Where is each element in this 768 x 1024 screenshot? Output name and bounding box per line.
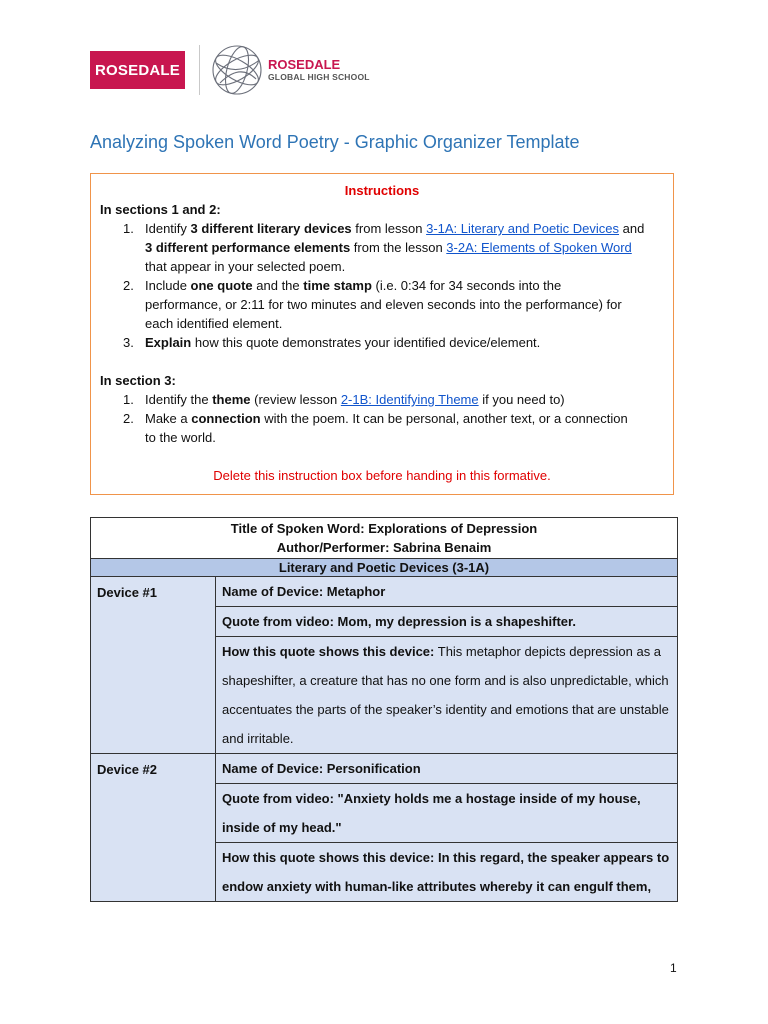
lesson-link-3-2a[interactable]: 3-2A: Elements of Spoken Word — [446, 240, 632, 255]
bold-text: 3 different literary devices — [190, 221, 352, 236]
text: performance, or 2:11 for two minutes and eleven seconds into the performance) for — [145, 297, 622, 312]
section3-heading: In section 3: — [100, 373, 176, 388]
page-number: 1 — [670, 961, 677, 975]
instruction-box — [90, 173, 674, 495]
rosedale-logo: ROSEDALE — [90, 51, 185, 89]
text: that appear in your selected poem. — [145, 259, 346, 274]
text: from the lesson — [350, 240, 447, 255]
bold-text: 3 different performance elements — [145, 240, 351, 255]
bold-text: time stamp — [303, 278, 372, 293]
list-item — [123, 276, 663, 333]
text: Identify the — [145, 392, 213, 407]
explanation-label: How this quote shows this device: — [222, 644, 435, 659]
bold-text: connection — [191, 411, 261, 426]
list-number: 1. — [123, 221, 134, 236]
text: (i.e. 0:34 for 34 seconds into the — [371, 278, 562, 293]
spoken-word-title: Title of Spoken Word: Explorations of Depression — [230, 521, 538, 536]
text: and the — [252, 278, 304, 293]
lesson-link-3-1a[interactable]: 3-1A: Literary and Poetic Devices — [426, 221, 620, 236]
school-subtitle: GLOBAL HIGH SCHOOL — [268, 72, 370, 82]
quote-cell[interactable]: Quote from video: "Anxiety holds me a hostage inside of my house, inside of my head." — [216, 784, 678, 843]
bold-text: one quote — [190, 278, 253, 293]
text: (review lesson — [250, 392, 341, 407]
logo-divider — [199, 45, 200, 95]
quote-cell[interactable]: Quote from video: Mom, my depression is a shapeshifter. — [216, 607, 678, 637]
text: each identified element. — [145, 316, 283, 331]
text: how this quote demonstrates your identified device/element. — [191, 335, 541, 350]
device-name-cell[interactable]: Name of Device: Metaphor — [216, 577, 678, 607]
author-performer: Author/Performer: Sabrina Benaim — [276, 540, 492, 555]
explanation-label: How this quote shows this device: In this regard, the speaker appears to endow anxiety with human-like attributes whereby it can engulf them, — [222, 850, 670, 894]
list-number: 2. — [123, 411, 134, 426]
section-header: Literary and Poetic Devices (3-1A) — [91, 559, 678, 577]
instructions-heading: Instructions — [344, 183, 420, 198]
bold-text: theme — [212, 392, 251, 407]
device-name-cell[interactable]: Name of Device: Personification — [216, 754, 678, 784]
explanation-cell[interactable] — [216, 637, 678, 754]
delete-note: Delete this instruction box before handing in this formative. — [213, 468, 551, 483]
text: Include — [145, 278, 191, 293]
explanation-cell[interactable] — [216, 843, 678, 902]
title-cell — [91, 518, 678, 559]
school-name: ROSEDALE — [268, 57, 341, 72]
page-title: Analyzing Spoken Word Poetry - Graphic Organizer Template — [90, 132, 580, 152]
section1-heading: In sections 1 and 2: — [100, 202, 221, 217]
text: Identify — [145, 221, 191, 236]
globe-icon — [210, 43, 264, 97]
text: if you need to) — [478, 392, 565, 407]
list-item — [123, 219, 663, 276]
text: to the world. — [145, 430, 216, 445]
list-item — [123, 390, 663, 409]
explanation-text: This metaphor depicts depression as a shapeshifter, a creature that has no one form and is also unpredictable, which accentuates the parts of the speaker’s identity and emotions that are unstable and irritable. — [222, 644, 669, 746]
device-label: Device #1 — [91, 577, 216, 754]
bold-text: Explain — [145, 335, 192, 350]
list-number: 2. — [123, 278, 134, 293]
text: with the poem. It can be personal, another text, or a connection — [260, 411, 628, 426]
list-item — [123, 333, 663, 352]
lesson-link-2-1b[interactable]: 2-1B: Identifying Theme — [340, 392, 479, 407]
list-item — [123, 409, 663, 447]
list-number: 1. — [123, 392, 134, 407]
text: from lesson — [351, 221, 427, 236]
organizer-table — [90, 517, 678, 902]
list-number: 3. — [123, 335, 134, 350]
device-label: Device #2 — [91, 754, 216, 902]
text: Make a — [145, 411, 192, 426]
text: and — [619, 221, 645, 236]
